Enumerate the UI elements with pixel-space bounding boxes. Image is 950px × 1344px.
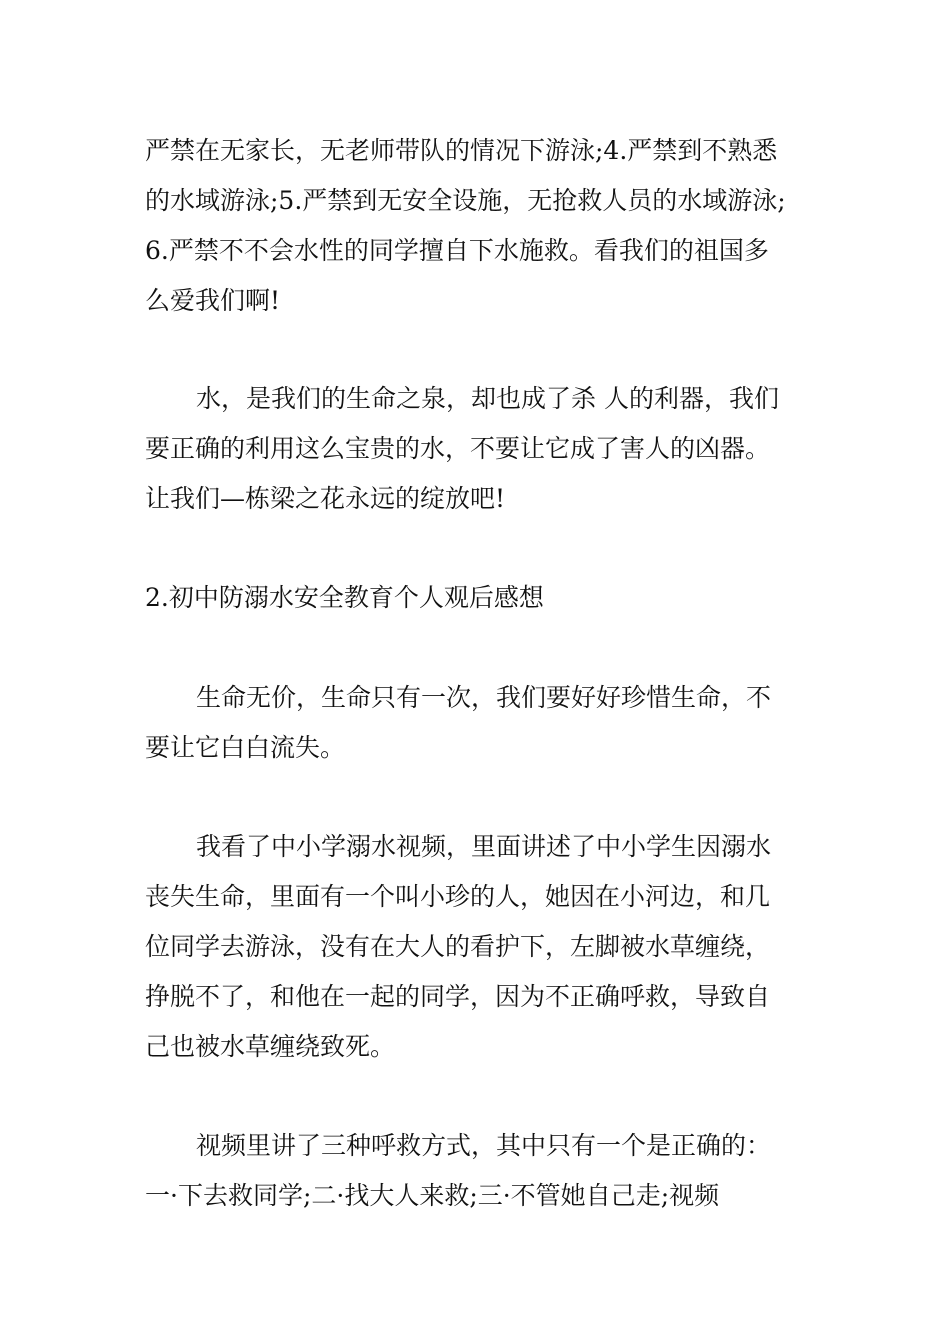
paragraph-line: 一·下去救同学;二·找大人来救;三·不管她自己走;视频 — [145, 1181, 720, 1210]
paragraph-line: 视频里讲了三种呼救方式，其中只有一个是正确的： — [196, 1131, 772, 1160]
paragraph-line: 我看了中小学溺水视频，里面讲述了中小学生因溺水 — [196, 832, 772, 861]
section-heading: 2.初中防溺水安全教育个人观后感想 — [145, 583, 544, 612]
paragraph-line: 要让它白白流失。 — [145, 733, 346, 762]
paragraph-line: 严禁在无家长，无老师带队的情况下游泳;4.严禁到不熟悉 — [145, 136, 778, 165]
paragraph-line: 的水域游泳;5.严禁到无安全设施，无抢救人员的水域游泳; — [145, 186, 786, 215]
paragraph-line: 让我们—栋梁之花永远的绽放吧! — [145, 484, 506, 513]
paragraph-line: 丧失生命，里面有一个叫小珍的人，她因在小河边，和几 — [145, 882, 771, 911]
paragraph-line: 挣脱不了，和他在一起的同学，因为不正确呼救，导致自 — [145, 982, 771, 1011]
paragraph-line: 生命无价，生命只有一次，我们要好好珍惜生命，不 — [196, 683, 772, 712]
paragraph-line: 么爱我们啊! — [145, 286, 281, 315]
paragraph-line: 6.严禁不不会水性的同学擅自下水施救。看我们的祖国多 — [145, 236, 769, 265]
paragraph-line: 己也被水草缠绕致死。 — [145, 1032, 396, 1061]
paragraph-line: 要正确的利用这么宝贵的水，不要让它成了害人的凶器。 — [145, 434, 771, 463]
paragraph-line: 水，是我们的生命之泉，却也成了杀 人的利器，我们 — [196, 384, 779, 413]
paragraph-line: 位同学去游泳，没有在大人的看护下，左脚被水草缠绕， — [145, 932, 771, 961]
